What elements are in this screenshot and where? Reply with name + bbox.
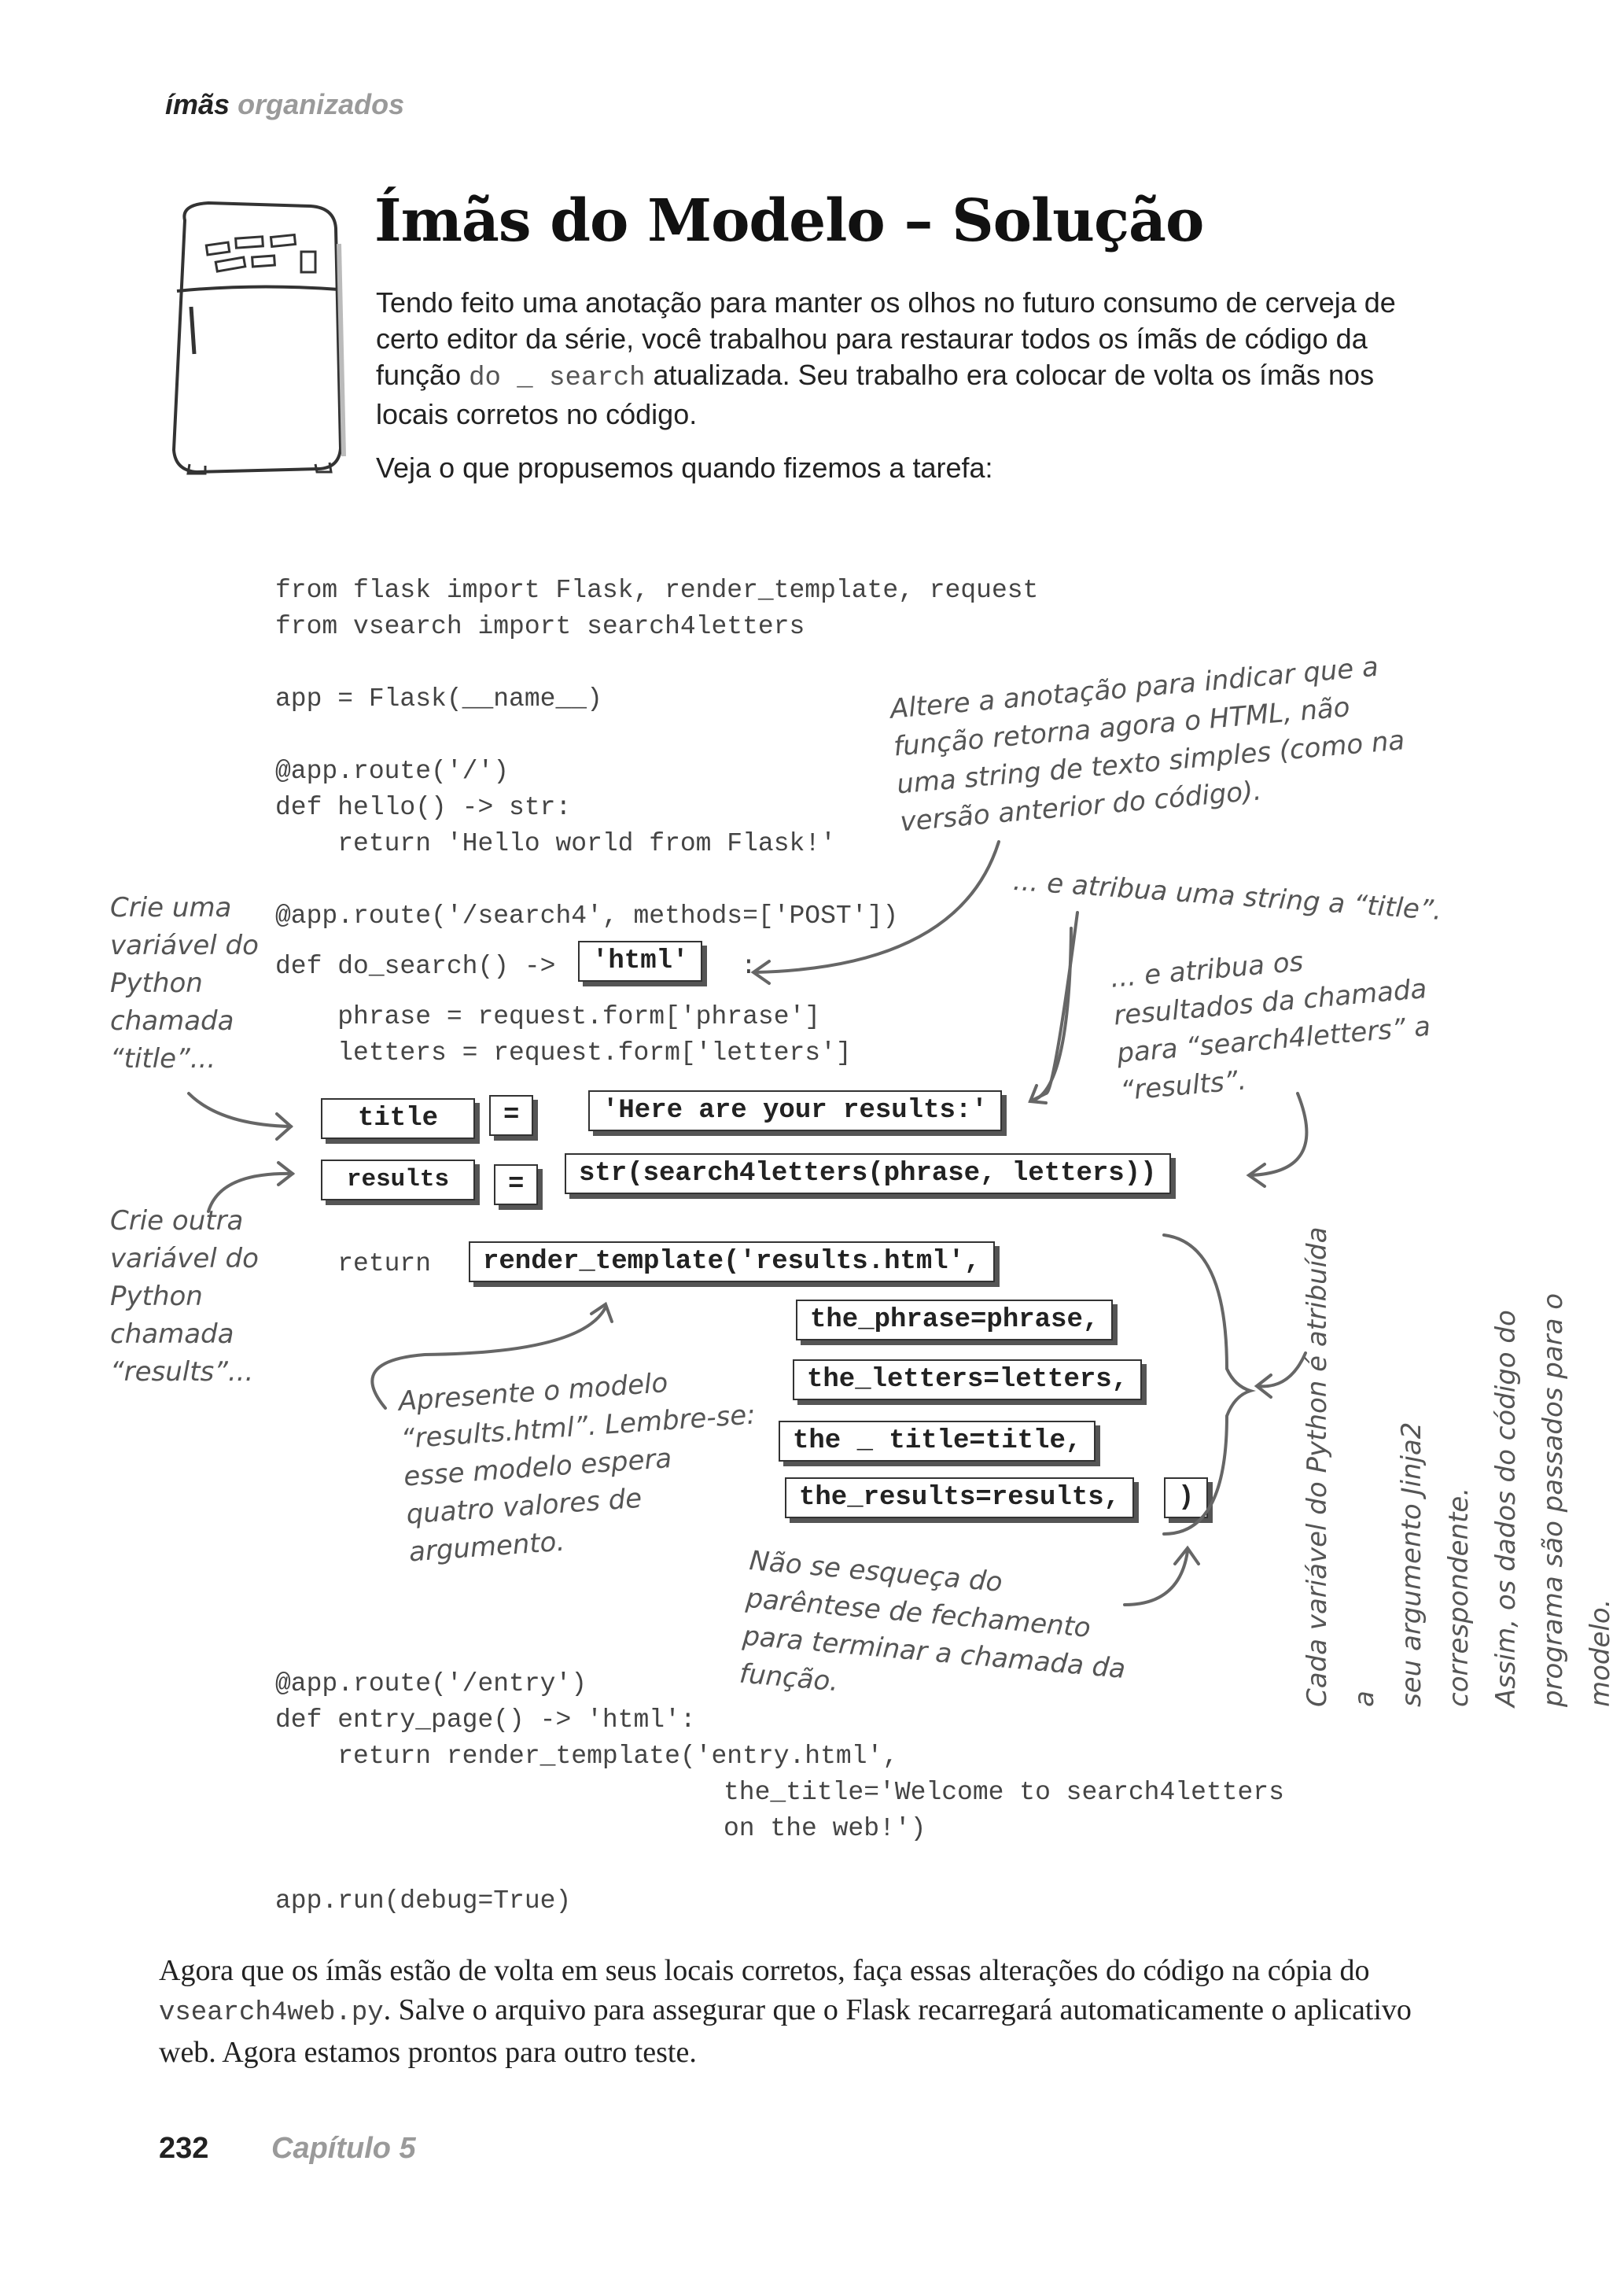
code-line: letters = request.form['letters'] [275,1038,852,1067]
magnet-equals: = [489,1095,533,1136]
arrow-results-call [1250,1093,1306,1175]
brace-arguments [1164,1235,1250,1534]
magnet-the-results: the_results=results, [785,1477,1134,1518]
code-line: def entry_page() -> 'html': [275,1705,696,1735]
note-title-string: ... e atribua uma string a “title”. [1011,865,1443,927]
intro-line: Veja o que propusemos quando fizemos a tarefa: [376,452,993,484]
magnet-the-title: the _ title=title, [779,1421,1096,1462]
magnet-here-results: 'Here are your results:' [588,1090,1002,1131]
arrow-annotation [755,842,999,972]
arrow-create-title [189,1093,291,1126]
note-annotation: Altere a anotação para indicar que a função retorna agora o HTML, não uma string de texto simples (como na versão anterior do código). [889,651,1406,839]
page-number: 232 [159,2132,209,2165]
note-present-template: Apresente o modelo “results.html”. Lembre-se: esse modelo espera quatro valores de argumento. [397,1367,757,1569]
footer-paragraph: Agora que os ímãs estão de volta em seus locais corretos, faça essas alterações do código na cópia do vsearch4web.py. Salve o arquivo para assegurar que o Flask recarregará automaticamente o aplicativo web. Agora estamos prontos para outro teste. [159,1954,1412,2069]
note-results-call: ... e atribua os resultados da chamada para “search4letters” a “results”. [1109,946,1432,1108]
code-line: app.run(debug=True) [275,1886,572,1915]
code-line: the_title='Welcome to search4letters [724,1778,1284,1807]
code-line: from flask import Flask, render_template, request [275,576,1039,605]
magnet-the-phrase: the_phrase=phrase, [796,1300,1113,1340]
code-line: def do_search() -> [275,952,556,981]
magnet-close-paren: ) [1164,1477,1208,1518]
running-header: ímãs organizados [165,88,405,120]
arrow-present-template [372,1307,606,1408]
magnet-html: 'html' [578,941,702,982]
code-line: @app.route('/') [275,757,510,786]
magnet-equals: = [494,1164,538,1205]
note-create-results: Crie outra variável do Python chamada “results”... [110,1205,259,1388]
code-line: return [275,1249,432,1278]
chapter-label: Capítulo 5 [271,2132,416,2165]
note-close-parenthesis: Não se esqueça do parêntese de fechamento para terminar a chamada da função. [738,1544,1127,1698]
magnet-the-letters: the_letters=letters, [793,1359,1142,1400]
magnet-str-search: str(search4letters(phrase, letters)) [565,1153,1171,1194]
page-title: Ímãs do Modelo – Solução [374,187,1204,255]
magnet-title: title [321,1098,475,1139]
code-line: : [741,952,757,981]
note-create-title: Crie uma variável do Python chamada “title”... [110,892,259,1075]
intro-paragraph: Tendo feito uma anotação para manter os olhos no futuro consumo de cerveja de certo editor da série, você trabalhou para restaurar todos os ímãs de código da função do _ search atualizada. Seu trabalho era colocar de volta os ímãs nos locais corretos no código. [376,286,1396,430]
code-line: on the web!') [724,1814,926,1843]
code-line: phrase = request.form['phrase'] [275,1002,821,1031]
magnet-results: results [321,1160,475,1200]
arrow-create-results [208,1174,293,1211]
code-line: def hello() -> str: [275,793,572,822]
magnet-render-template: render_template('results.html', [469,1241,995,1282]
code-line: from vsearch import search4letters [275,612,805,641]
code-line: @app.route('/search4', methods=['POST']) [275,902,899,931]
note-vertical-jinja2: Cada variável do Python é atribuída a seu argumento Jinja2 correspondente. Assim, os dados do código do programa são passados para o modelo. [1302,1226,1616,1707]
code-line: @app.route('/entry') [275,1669,587,1698]
code-line: return 'Hello world from Flask!' [275,829,836,858]
code-line: return render_template('entry.html', [275,1742,899,1771]
code-line: app = Flask(__name__) [275,684,602,713]
